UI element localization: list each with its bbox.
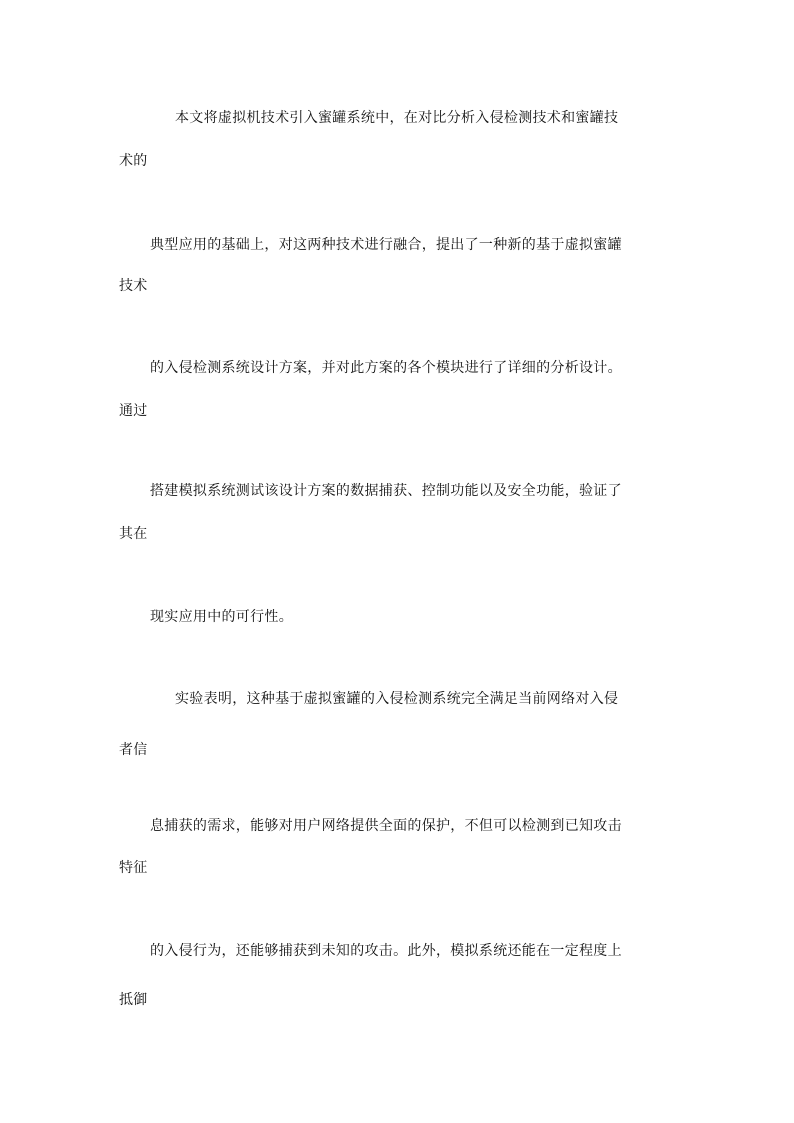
text-line: 现实应用中的可行性。 — [150, 609, 293, 625]
text-line: 技术 — [119, 278, 148, 294]
text-line: 搭建模拟系统测试该设计方案的数据捕获、控制功能以及安全功能，验证了 — [150, 483, 622, 499]
text-line: 其在 — [119, 526, 148, 542]
text-line: 实验表明，这种基于虚拟蜜罐的入侵检测系统完全满足当前网络对入侵 — [175, 691, 619, 707]
text-line: 典型应用的基础上，对这两种技术进行融合，提出了一种新的基于虚拟蜜罐 — [150, 237, 622, 253]
text-line: 者信 — [119, 742, 148, 758]
text-line: 术的 — [119, 153, 148, 169]
text-line: 本文将虚拟机技术引入蜜罐系统中，在对比分析入侵检测技术和蜜罐技 — [175, 110, 619, 126]
text-line: 的入侵行为，还能够捕获到未知的攻击。此外，模拟系统还能在一定程度上 — [150, 943, 622, 959]
text-line: 抵御 — [119, 992, 148, 1008]
text-line: 的入侵检测系统设计方案，并对此方案的各个模块进行了详细的分析设计。 — [150, 360, 622, 376]
text-line: 通过 — [119, 403, 148, 419]
text-line: 特征 — [119, 860, 148, 876]
text-line: 息捕获的需求，能够对用户网络提供全面的保护，不但可以检测到已知攻击 — [150, 818, 622, 834]
